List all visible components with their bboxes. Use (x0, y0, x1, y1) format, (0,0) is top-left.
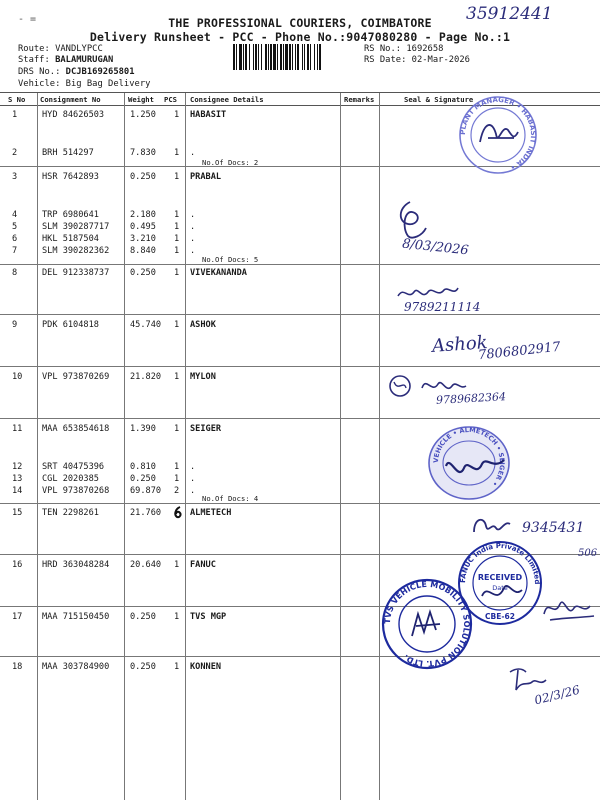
handwritten-date-row-18: 02/3/26 (532, 682, 582, 708)
route-value: VANDLYPCC (55, 44, 103, 54)
rs-no-value: 1692658 (406, 44, 444, 54)
barcode-bar (270, 44, 272, 70)
col-seal: Seal & Signature (404, 95, 474, 104)
row-weight: 7.830 (130, 148, 156, 158)
no-of-docs-2: No.Of Docs: 5 (202, 255, 259, 264)
row-sno: 12 (12, 462, 23, 472)
barcode-bar (236, 44, 237, 70)
row-pcs: 1 (174, 210, 180, 220)
barcode-bar (245, 44, 247, 70)
rs-no-label: RS No.: (364, 44, 402, 54)
group-rule-9 (0, 656, 600, 657)
barcode-bar (273, 44, 276, 70)
svg-text:PLANT MANAGER • HABASIT INDIA: PLANT MANAGER • HABASIT INDIA • (458, 95, 538, 172)
header-dash-mark: - = (18, 14, 37, 25)
row-consignee: . (190, 474, 196, 484)
row-consignee: VIVEKANANDA (190, 268, 247, 278)
barcode-bar (310, 44, 311, 70)
row-pcs: 1 (174, 110, 180, 120)
table-top-rule (0, 92, 600, 93)
row-pcs: 1 (174, 372, 180, 382)
row-consignee: SEIGER (190, 424, 222, 434)
row-consignment-no: HSR 7642893 (42, 172, 99, 182)
row-sno: 14 (12, 486, 23, 496)
row-weight: 2.180 (130, 210, 156, 220)
row-pcs: 1 (174, 234, 180, 244)
row-consignee: TVS MGP (190, 612, 227, 622)
row-consignee: PRABAL (190, 172, 222, 182)
barcode-bar (255, 44, 257, 70)
company-seal-stamp-1 (452, 94, 544, 176)
svg-text:VEHICLE • ALMETECH • SEIGER •: VEHICLE • ALMETECH • SEIGER • (431, 425, 507, 488)
row-consignment-no: HKL 5187504 (42, 234, 99, 244)
row-pcs: 1 (174, 148, 180, 158)
row-consignee: KONNEN (190, 662, 222, 672)
handwritten-signature-15 (470, 512, 512, 540)
row-sno: 6 (12, 234, 18, 244)
svg-text:Date: Date (492, 584, 508, 592)
row-weight: 0.495 (130, 222, 156, 232)
row-weight: 0.250 (130, 612, 156, 622)
tvs-seal-stamp (378, 578, 476, 670)
row-consignment-no: MAA 303784900 (42, 662, 110, 672)
row-consignment-no: VPL 973870269 (42, 372, 110, 382)
row-consignment-no: SRT 40475396 (42, 462, 105, 472)
row-sno: 7 (12, 246, 18, 256)
barcode-bar (233, 44, 235, 70)
row-sno: 2 (12, 148, 18, 158)
rs-date-value: 02-Mar-2026 (411, 55, 470, 65)
barcode-bar (319, 44, 321, 70)
row-sno: 17 (12, 612, 23, 622)
svg-text:RECEIVED: RECEIVED (477, 573, 523, 582)
rs-no-line (364, 44, 443, 54)
handwritten-signature-18 (506, 664, 550, 694)
row-pcs: 1 (174, 474, 180, 484)
barcode-bar (289, 44, 291, 70)
handwritten-phone-row-15: 9345431 (522, 520, 585, 536)
row-weight: 0.810 (130, 462, 156, 472)
group-rule-3 (0, 314, 600, 315)
row-consignee: . (190, 234, 196, 244)
row-sno: 3 (12, 172, 18, 182)
row-consignee: ASHOK (190, 320, 216, 330)
row-consignment-no: HRD 363048284 (42, 560, 110, 570)
barcode-bar (283, 44, 284, 70)
barcode-bar (268, 44, 269, 70)
barcode-bar (243, 44, 244, 70)
barcode-bar (292, 44, 293, 70)
row-consignee: . (190, 210, 196, 220)
row-consignee: . (190, 462, 196, 472)
handwritten-phone-row-10: 9789682364 (435, 390, 507, 407)
barcode-bar (307, 44, 309, 70)
route-line (18, 44, 103, 54)
row-pcs: 1 (174, 268, 180, 278)
row-consignee: HABASIT (190, 110, 227, 120)
row-pcs: 1 (174, 424, 180, 434)
group-rule-4 (0, 366, 600, 367)
barcode-bar (261, 44, 262, 70)
row-consignment-no: TRP 6980641 (42, 210, 99, 220)
barcode-bar (314, 44, 315, 70)
barcode-bar (277, 44, 278, 70)
row-sno: 16 (12, 560, 23, 570)
drs-label: DRS No.: (18, 67, 61, 77)
document-subtitle: Delivery Runsheet - PCC - Phone No.:9047080280 - Page No.:1 (89, 30, 511, 44)
rs-date-label: RS Date: (364, 55, 407, 65)
row-pcs: 1 (174, 172, 180, 182)
row-weight: 1.390 (130, 424, 156, 434)
drs-value: DCJB169265801 (65, 67, 135, 77)
barcode-bar (265, 44, 267, 70)
row-consignee: FANUC (190, 560, 216, 570)
vrule-1 (37, 93, 38, 800)
vrule-3 (185, 93, 186, 800)
barcode-bar (249, 44, 250, 70)
svg-text:TVS VEHICLE MOBILITY SOLUTION: TVS VEHICLE MOBILITY SOLUTION PVT. LTD. (382, 579, 472, 669)
barcode-bar (280, 44, 282, 70)
svg-text:FANUC India Private Limited: FANUC India Private Limited (458, 541, 542, 585)
row-weight: 45.740 (130, 320, 162, 330)
row-sno: 9 (12, 320, 18, 330)
row-consignment-no: MAA 715150450 (42, 612, 110, 622)
staff-label: Staff: (18, 55, 50, 65)
row-weight: 21.820 (130, 372, 162, 382)
row-consignment-no: MAA 653854618 (42, 424, 110, 434)
row-consignee: . (190, 246, 196, 256)
handwritten-signature-16 (540, 588, 598, 628)
barcode-bar (304, 44, 305, 70)
row-consignee: ALMETECH (190, 508, 232, 518)
handwritten-name-row-9: Ashok (431, 332, 489, 357)
row-sno: 1 (12, 110, 18, 120)
barcode-bar (239, 44, 242, 70)
staff-line (18, 55, 113, 65)
vrule-5 (379, 93, 380, 800)
row-pcs: 1 (174, 222, 180, 232)
row-weight: 0.250 (130, 172, 156, 182)
vrule-2 (124, 93, 125, 800)
row-pcs: 1 (174, 320, 180, 330)
row-pcs: 1 (174, 612, 180, 622)
row-sno: 8 (12, 268, 18, 278)
row-consignee: . (190, 486, 196, 496)
row-consignment-no: HYD 84626503 (42, 110, 105, 120)
group-rule-2 (0, 264, 600, 265)
row-consignee: . (190, 222, 196, 232)
row-sno: 13 (12, 474, 23, 484)
row-sno: 4 (12, 210, 18, 220)
row-consignee: . (190, 148, 196, 158)
row-sno: 5 (12, 222, 18, 232)
row-consignment-no: SLM 390287717 (42, 222, 110, 232)
barcode (232, 44, 360, 70)
row-weight: 8.840 (130, 246, 156, 256)
col-remarks: Remarks (344, 95, 375, 104)
row-weight: 20.640 (130, 560, 162, 570)
barcode-bar (258, 44, 259, 70)
row-weight: 0.250 (130, 662, 156, 672)
barcode-bar (302, 44, 303, 70)
handwritten-phone-row-9: 7806802917 (477, 339, 562, 364)
handwritten-signature-3 (392, 198, 432, 242)
row-pcs: 1 (174, 662, 180, 672)
route-label: Route: (18, 44, 50, 54)
col-sno: S No (8, 95, 26, 104)
svg-text:CBE-62: CBE-62 (485, 612, 515, 621)
barcode-bar (295, 44, 296, 70)
company-seal-stamp-2 (424, 424, 514, 502)
row-consignment-no: TEN 2298261 (42, 508, 99, 518)
col-consignee: Consignee Details (190, 95, 264, 104)
row-sno: 11 (12, 424, 23, 434)
vehicle-label: Vehicle: (18, 79, 61, 89)
handwritten-phone-row-8: 9789211114 (404, 300, 481, 314)
pcs-mark-row-15 (172, 505, 184, 519)
row-consignment-no: SLM 390282362 (42, 246, 110, 256)
row-sno: 15 (12, 508, 23, 518)
barcode-bar (297, 44, 299, 70)
rs-date-line (364, 55, 470, 65)
handwritten-date-row-4: 8/03/2026 (401, 236, 470, 259)
row-consignment-no: DEL 912338737 (42, 268, 110, 278)
row-consignment-no: PDK 6104818 (42, 320, 99, 330)
row-pcs: 2 (174, 486, 180, 496)
row-sno: 10 (12, 372, 23, 382)
staff-value: BALAMURUGAN (55, 55, 114, 65)
row-consignee: MYLON (190, 372, 216, 382)
row-weight: 69.870 (130, 486, 162, 496)
vehicle-value: Big Bag Delivery (65, 79, 151, 89)
drs-line (18, 67, 135, 77)
col-pcs: PCS (164, 95, 177, 104)
col-weight: Weight (128, 95, 154, 104)
row-weight: 1.250 (130, 110, 156, 120)
row-weight: 3.210 (130, 234, 156, 244)
vehicle-line (18, 79, 150, 89)
row-pcs: 1 (174, 246, 180, 256)
barcode-bar (253, 44, 254, 70)
barcode-bar (285, 44, 288, 70)
no-of-docs-1: No.Of Docs: 2 (202, 158, 259, 167)
no-of-docs-3: No.Of Docs: 4 (202, 494, 259, 503)
row-sno: 18 (12, 662, 23, 672)
row-weight: 0.250 (130, 474, 156, 484)
col-consignment: Consignment No (40, 95, 101, 104)
handwritten-reference: 35912441 (466, 4, 553, 24)
row-consignment-no: VPL 973870268 (42, 486, 110, 496)
row-consignment-no: CGL 2020385 (42, 474, 99, 484)
barcode-bar (317, 44, 318, 70)
row-consignment-no: BRH 514297 (42, 148, 94, 158)
group-rule-6 (0, 503, 600, 504)
row-pcs: 1 (174, 560, 180, 570)
row-weight: 0.250 (130, 268, 156, 278)
row-weight: 21.760 (130, 508, 162, 518)
group-rule-5 (0, 418, 600, 419)
document-title: THE PROFESSIONAL COURIERS, COIMBATORE (168, 16, 432, 30)
handwritten-suffix-row-15: 506 (578, 548, 598, 559)
row-pcs: 1 (174, 462, 180, 472)
vrule-4 (340, 93, 341, 800)
